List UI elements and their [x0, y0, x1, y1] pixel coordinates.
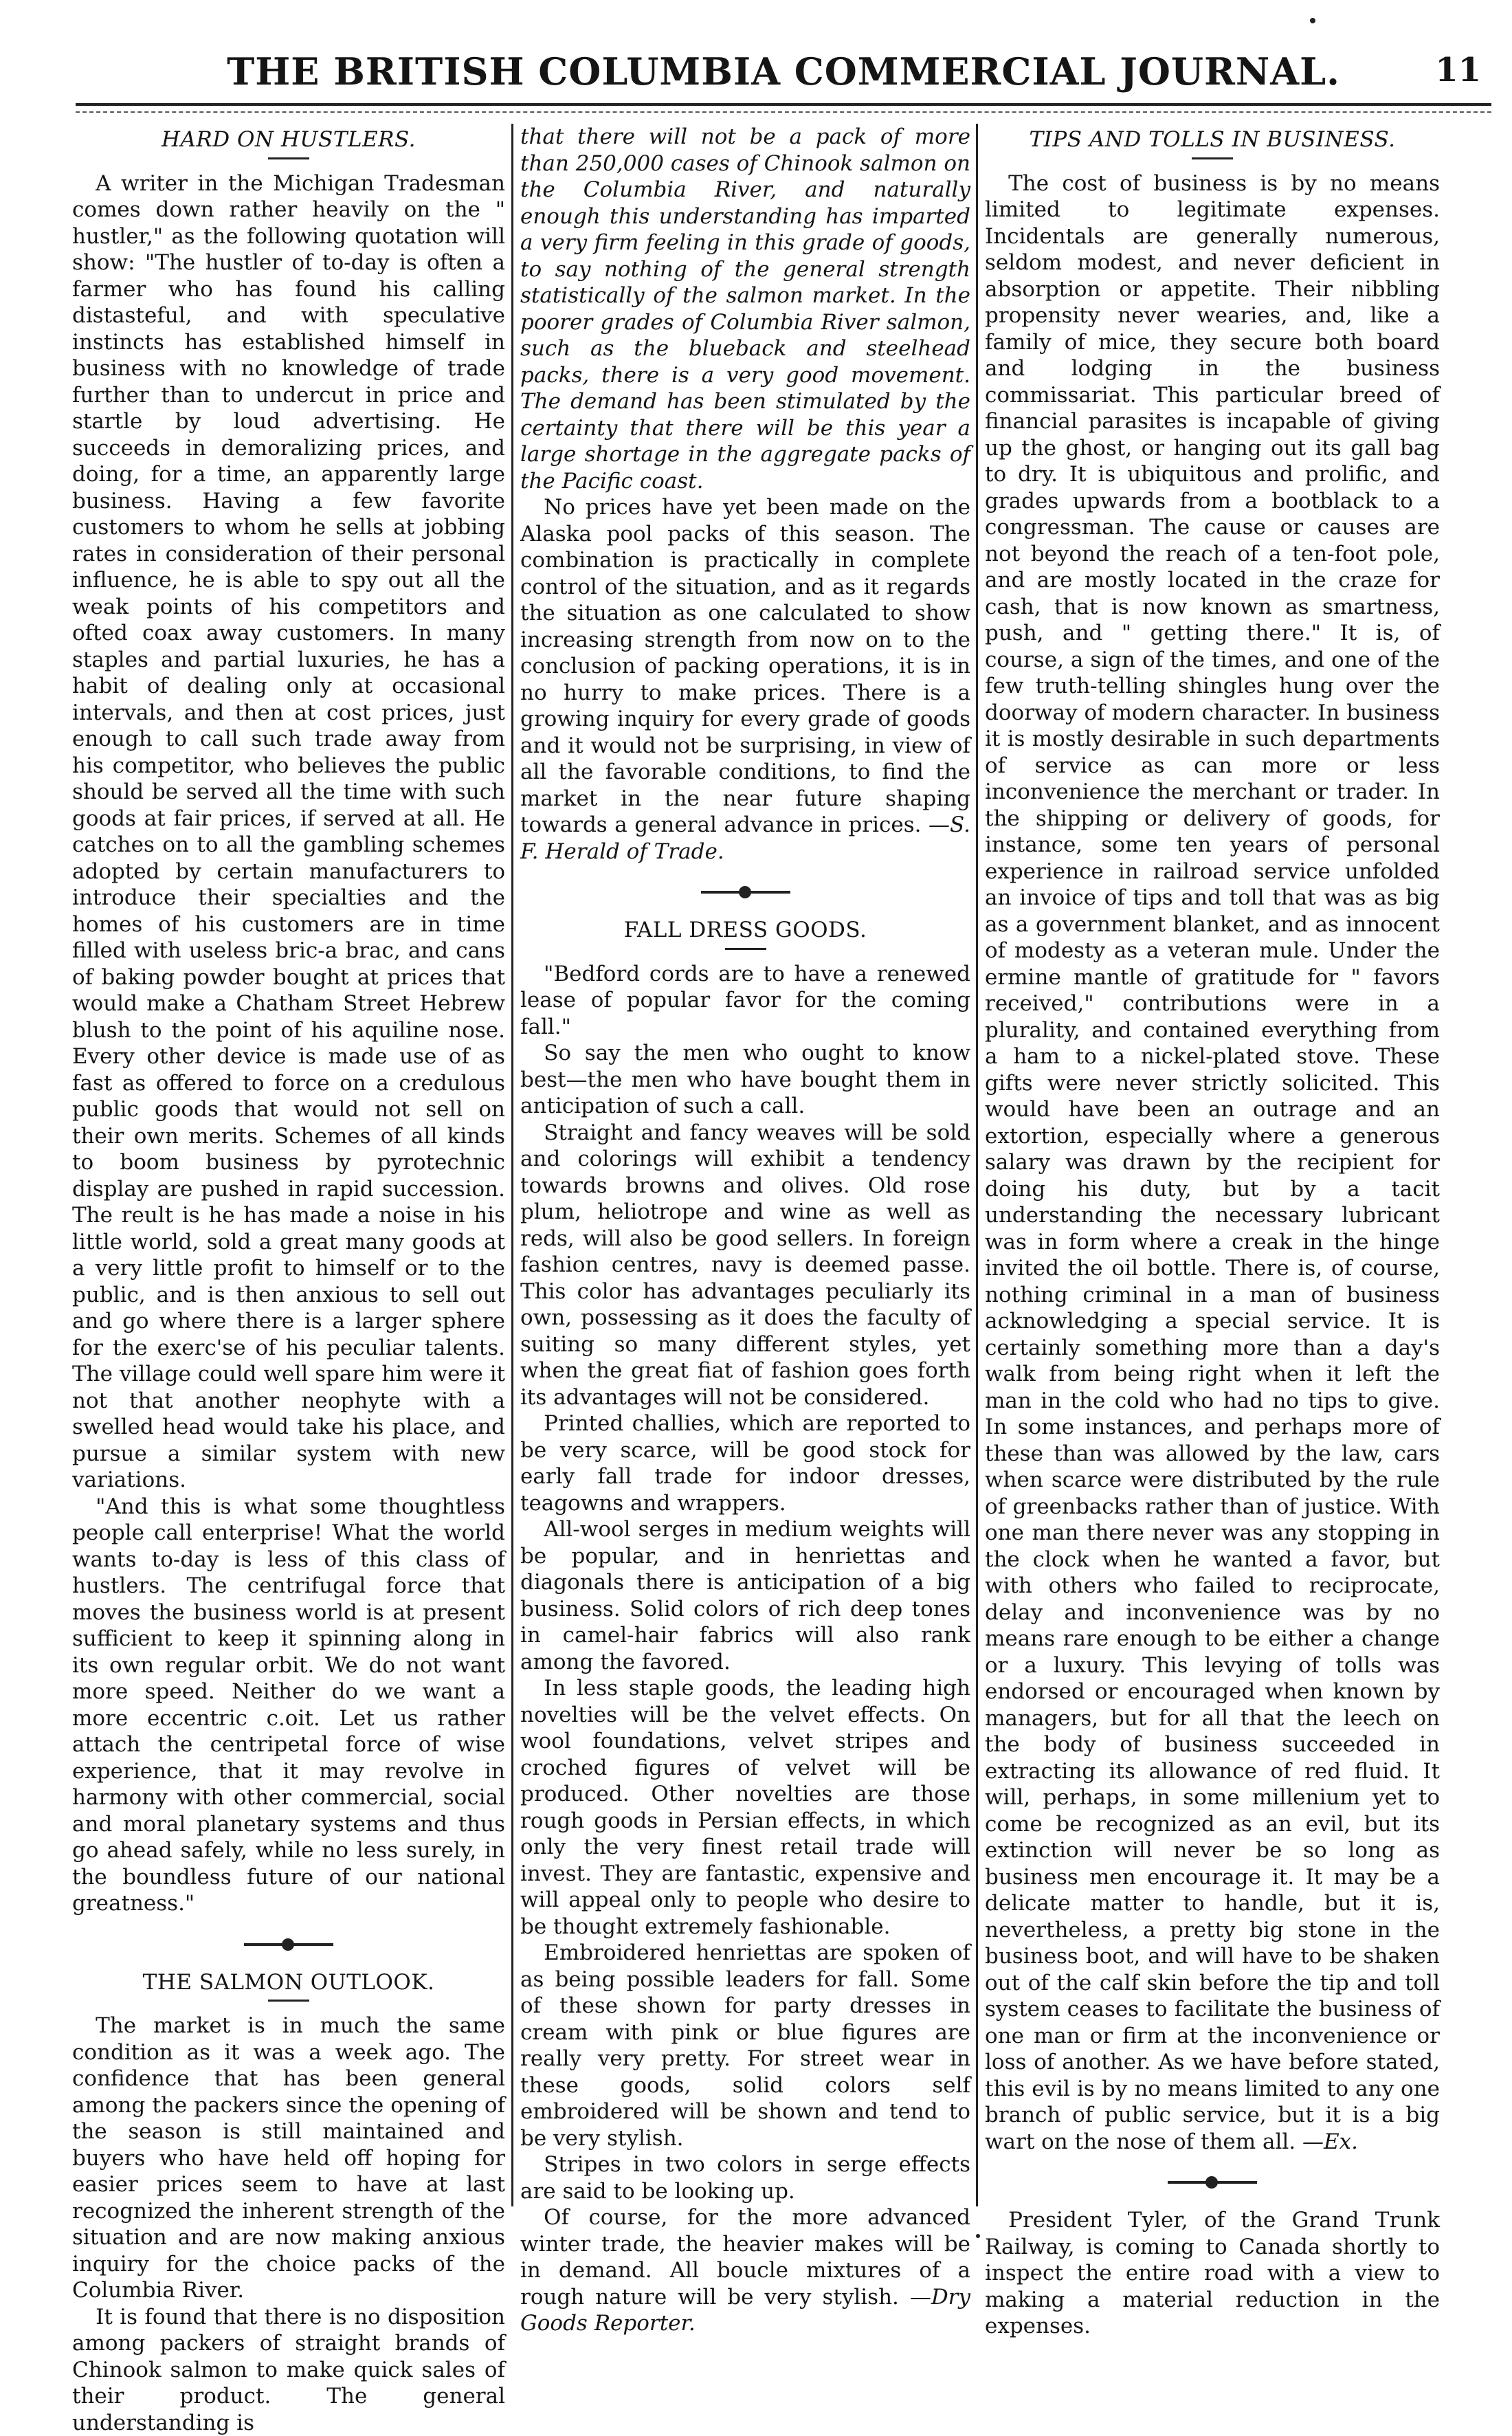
section-divider: [701, 883, 790, 900]
column-3: [985, 124, 1440, 2220]
article-text: Of course, for the more advanced winter trade, the heavier makes will be in demand. All boucle mixtures of a rough nature will be very stylish.: [520, 2205, 970, 2310]
title-rule: [268, 2000, 309, 2002]
section-divider: [1168, 2173, 1257, 2191]
article-paragraph: "And this is what some thoughtless people call enterprise! What the world wants to-day is less of this class of hustlers. The centrifugal force that moves the business world is at present sufficient to keep it spinning along in its own regular orbit. We do not want more speed. Neither do we want a more eccentric c.oit. Let us rather attach the centripetal force of wise experience, that it may revolve in harmony with other commercial, social and moral planetary systems and thus go ahead safely, while no less surely, in the boundless future of our national greatness.": [72, 1494, 505, 1917]
header-rule: [76, 103, 1491, 106]
article-paragraph: The market is in much the same condition as it was a week ago. The confidence that has been general among the packers since the opening of the season is still maintained and buyers who have held off hoping for easier prices seem to have at last recognized the inherent strength of the situation and are now making anxious inquiry for the choice packs of the Columbia River.: [72, 2013, 505, 2304]
article-text: The cost of business is by no means limited to legitimate expenses. Incidentals are generally numerous, seldom modest, and never deficient in absorption or appetite. Their nibbling propensity never wearies, and, like a family of mice, they secure both board and lodging in the business commissariat. This particular breed of financial parasites is incapable of giving up the ghost, or hanging out its gall bag to dry. It is ubiquitous and prolific, and grades upwards from a bootblack to a congressman. The cause or causes are not beyond the reach of a ten-foot pole, and are mostly located in the craze for cash, that is now known as smartness, push, and " getting there." It is, of course, a sign of the times, and one of the few truth-telling shingles hung over the doorway of modern character. In business it is mostly desirable in such departments of service as can more or less inconvenience the merchant or trader. In the shipping or delivery of goods, for instance, some ten years of personal experience in railroad service unfolded an invoice of tips and toll that was as big as a government blanket, and as innocent of modesty as a veteran mule. Under the ermine mantle of gratitude for " favors received," contributions were in a plurality, and contained everything from a ham to a nickel-plated stove. These gifts were never strictly solicited. This would have been an outrage and an extortion, especially where a generous salary was drawn by the recipient for doing his duty, but by a tacit understanding the necessary lubricant was in form where a creak in the hinge invited the oil bottle. There is, of course, nothing criminal in a man of business acknowledging a special service. It is certainly something more than a day's walk from being right when it left the man in the cold who had no tips to give. In some instances, and perhaps more of these than was allowed by the law, cars when scarce were distributed by the rule of greenbacks rather than of justice. With one man there never was any stopping in the clock when he wanted a favor, but with others who failed to reciprocate, delay and inconvenience was by no means rare enough to be either a change or a luxury. This levying of tolls was endorsed or encouraged when known by managers, but for all that the leech on the body of business succeeded in extracting its allowance of red fluid. It will, perhaps, in some millenium yet to come be recognized as an evil, but its extinction will never be so long as business men encourage it. It may be a delicate matter to handle, but it is, nevertheless, a pretty big stone in the business boot, and will have to be shaken out of the calf skin before the tip and toll system ceases to facilitate the business of one man or firm at the inconvenience or loss of another. As we have before stated, this evil is by no means limited to any one branch of public service, but it is a big wart on the nose of them all.: [985, 171, 1440, 2154]
article-text: No prices have yet been made on the Alaska pool packs of this season. The combination is practically in complete control of the situation, and as it regards the situation as one calculated to show increasing strength from now on to the conclusion of packing operations, it is in no hurry to make prices. There is a growing inquiry for every grade of goods and it would not be surprising, in view of all the favorable conditions, to find the market in the near future shaping towards a general advance in prices.: [520, 495, 970, 837]
title-rule: [268, 157, 309, 159]
column-2: [520, 124, 970, 2220]
print-speck: [1310, 18, 1315, 23]
article-paragraph: Embroidered henriettas are spoken of as being possible leaders for fall. Some of these shown for party dresses in cream with pink or blue figures are really very pretty. For street wear in these goods, solid colors self embroidered will be shown and tend to be very stylish.: [520, 1940, 970, 2151]
article-paragraph: President Tyler, of the Grand Trunk Railway, is coming to Canada shortly to inspect the entire road with a view to making a material reduction in the expenses.: [985, 2207, 1440, 2340]
article-paragraph: Straight and fancy weaves will be sold and colorings will exhibit a tendency towards browns and olives. Old rose plum, heliotrope and wine as well as reds, will also be good sellers. In foreign fashion centres, navy is deemed passe. This color has advantages peculiarly its own, possessing as it does the faculty of suiting so many different styles, yet when the great fiat of fashion goes forth its advantages will not be considered.: [520, 1120, 970, 1411]
article-paragraph: [520, 2204, 970, 2337]
title-rule: [725, 948, 766, 950]
header-dashed-rule: [76, 111, 1491, 113]
article-credit: —S. F. Herald of Trade.: [520, 812, 970, 864]
article-paragraph: In less staple goods, the leading high novelties will be the velvet effects. On wool foundations, velvet stripes and croched figures of velvet will be produced. Other novelties are those rough goods in Persian effects, in which only the very finest retail trade will invest. They are fantastic, expensive and will appeal only to people who desire to be thought extremely fashionable.: [520, 1675, 970, 1940]
article-paragraph: [520, 494, 970, 865]
title-rule: [1192, 157, 1233, 159]
article-paragraph: Stripes in two colors in serge effects are said to be looking up.: [520, 2151, 970, 2204]
article-paragraph: All-wool serges in medium weights will be popular, and in henriettas and diagonals there is anticipation of a big business. Solid colors of rich deep tones in camel-hair fabrics will also rank among the favored.: [520, 1516, 970, 1675]
article-paragraph: Printed challies, which are reported to be very scarce, will be good stock for early fall trade for indoor dresses, teagowns and wrappers.: [520, 1410, 970, 1516]
column-1: [72, 124, 505, 2220]
journal-title: THE BRITISH COLUMBIA COMMERCIAL JOURNAL.: [76, 49, 1491, 93]
article-title-salmon: THE SALMON OUTLOOK.: [72, 1969, 505, 1996]
article-paragraph: "Bedford cords are to have a renewed lease of popular favor for the coming fall.": [520, 961, 970, 1041]
article-paragraph: So say the men who ought to know best—the men who have bought them in anticipation of such a call.: [520, 1040, 970, 1120]
article-paragraph: that there will not be a pack of more than 250,000 cases of Chinook salmon on the Columbia River, and naturally enough this understanding has imparted a very firm feeling in this grade of goods, to say nothing of the general strength statistically of the salmon market. In the poorer grades of Columbia River salmon, such as the blueback and steelhead packs, there is a very good movement. The demand has been stimulated by the certainty that there will be this year a large shortage in the aggregate packs of the Pacific coast.: [520, 124, 970, 494]
page-header: [76, 49, 1491, 104]
column-divider: [511, 124, 513, 2206]
article-paragraph: [985, 170, 1440, 2156]
article-paragraph: A writer in the Michigan Tradesman comes down rather heavily on the " hustler," as the following quotation will show: "The hustler of to-day is often a farmer who has found his calling distasteful, and with speculative instincts has established himself in business with no knowledge of trade further than to undercut in price and startle by loud advertising. He succeeds in demoralizing prices, and doing, for a time, an apparently large business. Having a few favorite customers to whom he sells at jobbing rates in consideration of their personal influence, he is able to spy out all the weak points of his competitors and ofted coax away customers. In many staples and partial luxuries, he has a habit of dealing only at occasional intervals, and then at cost prices, just enough to call such trade away from his competitor, who believes the public should be served all the time with such goods at fair prices, if served at all. He catches on to all the gambling schemes adopted by certain manufacturers to introduce their specialties and the homes of his customers are in time filled with useless bric-a brac, and cans of baking powder bought at prices that would make a Chatham Street Hebrew blush to the point of his aquiline nose. Every other device is made use of as fast as offered to force on a credulous public goods that would not sell on their own merits. Schemes of all kinds to boom business by pyrotechnic display are pushed in rapid succession. The reult is he has made a noise in his little world, sold a great many goods at a very little profit to himself or to the public, and is then anxious to sell out and go where there is a larger sphere for the exerc'se of his peculiar talents. The village could well spare him were it not that another neophyte with a swelled head would take his place, and pursue a similar system with new variations.: [72, 170, 505, 1494]
column-divider: [976, 124, 978, 2206]
article-credit: —Ex.: [1302, 2129, 1358, 2154]
article-title-hustlers: HARD ON HUSTLERS.: [72, 126, 505, 153]
page-number: 11: [1435, 51, 1481, 89]
section-divider: [244, 1935, 333, 1953]
article-title-tips: TIPS AND TOLLS IN BUSINESS.: [985, 126, 1440, 153]
article-credit: —Dry Goods Reporter.: [520, 2285, 970, 2336]
article-paragraph: It is found that there is no disposition among packers of straight brands of Chinook salmon to make quick sales of their product. The general understanding is: [72, 2304, 505, 2436]
article-title-fall-dress: FALL DRESS GOODS.: [520, 917, 970, 944]
print-speck: [976, 2234, 980, 2238]
